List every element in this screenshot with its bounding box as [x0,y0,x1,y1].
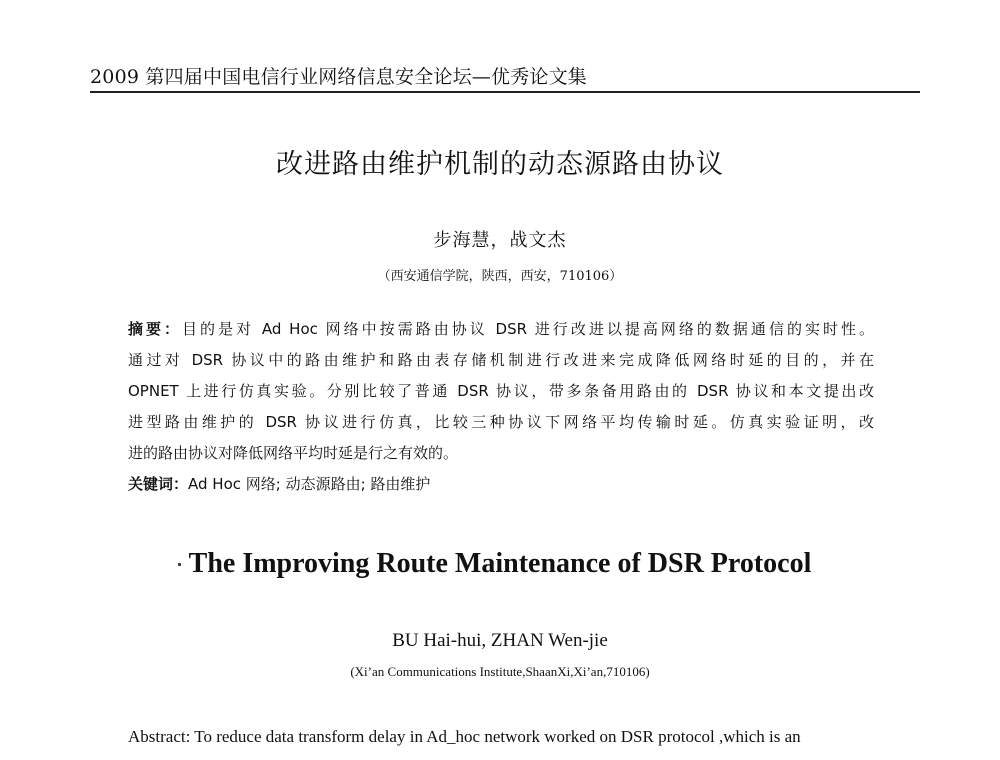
abstract-line [128,407,874,438]
abstract-label: 摘要： [128,320,183,338]
abstract-text-line: 通过对 DSR 协议中的路由维护和路由表存储机制进行改进来完成降低网络时延的目的，并在 [128,351,874,369]
header-rule [90,91,920,93]
abstract-text-line: 进型路由维护的 DSR 协议进行仿真，比较三种协议下网络平均传输时延。仿真实验证明，改 [128,413,874,431]
english-authors: BU Hai-hui, ZHAN Wen-jie [392,630,608,651]
abstract-text-line: 目的是对 Ad Hoc 网络中按需路由协议 DSR 进行改进以提高网络的数据通信的实时性。 [182,320,874,338]
abstract-text-line: 进的路由协议对降低网络平均时延是行之有效的。 [128,444,459,462]
chinese-affiliation: （西安通信学院，陕西，西安，710106） [377,269,623,284]
keywords-line [128,469,874,500]
keywords-text: Ad Hoc 网络; 动态源路由; 路由维护 [188,475,431,493]
chinese-authors: 步海慧，战文杰 [433,230,567,251]
running-header: 2009 第四届中国电信行业网络信息安全论坛—优秀论文集 [90,66,587,88]
abstract-line [128,314,874,345]
english-affiliation: (Xi’an Communications Institute,ShaanXi,Xi’an,710106) [350,664,650,679]
english-abstract-first-line: Abstract: To reduce data transform delay in Ad_hoc network worked on DSR protocol ,which is an [128,727,801,746]
chinese-abstract [128,314,874,500]
abstract-line [128,376,874,407]
abstract-line [128,438,874,469]
chinese-title: 改进路由维护机制的动态源路由协议 [276,149,724,180]
abstract-line [128,345,874,376]
abstract-text-line: OPNET 上进行仿真实验。分别比较了普通 DSR 协议，带多条备用路由的 DSR 协议和本文提出改 [128,382,874,400]
keywords-label: 关键词： [128,475,189,493]
english-title: The Improving Route Maintenance of DSR Protocol [188,548,812,579]
